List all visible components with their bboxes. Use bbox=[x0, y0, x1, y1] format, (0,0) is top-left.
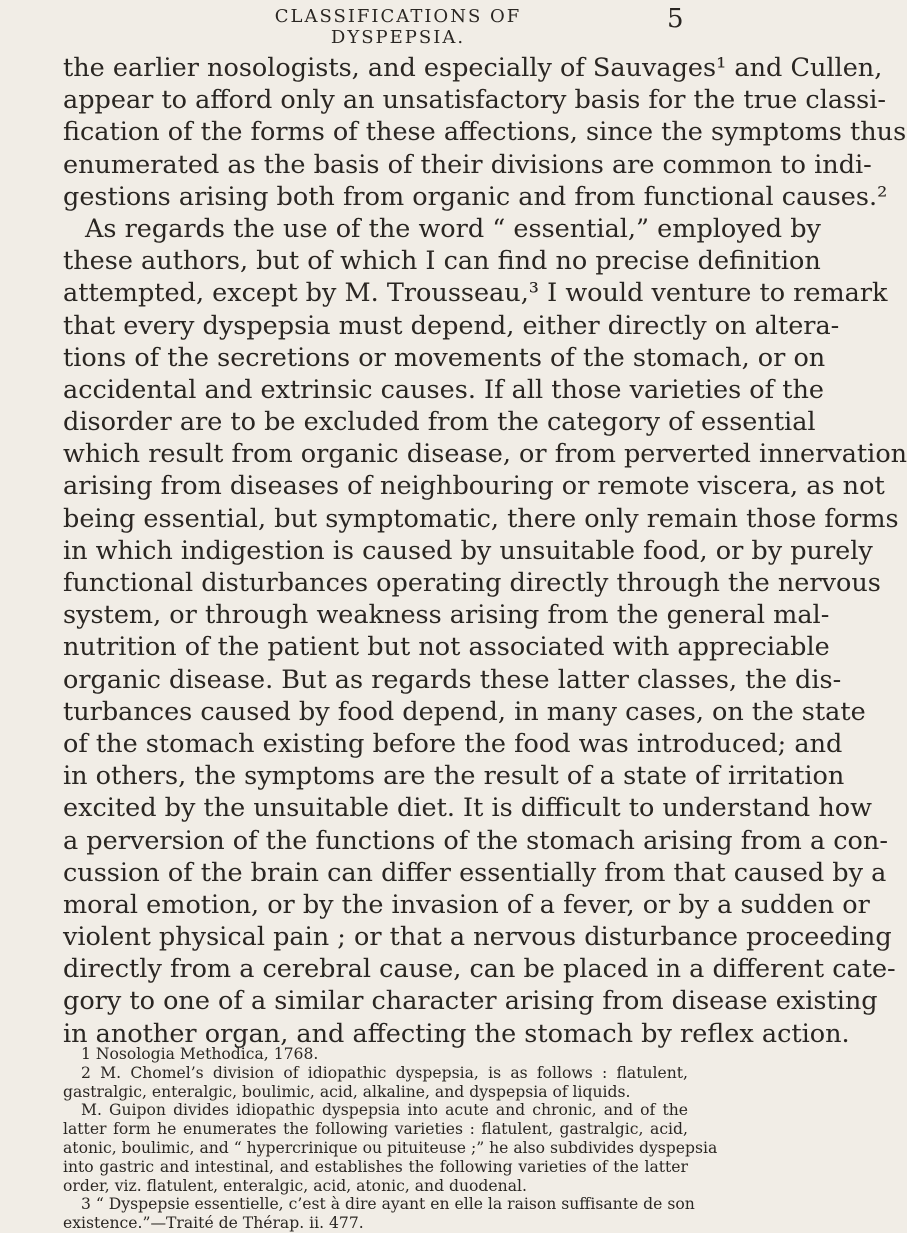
text-line: in another organ, and affecting the stomach by reflex action. bbox=[63, 1018, 850, 1049]
text-line: turbances caused by food depend, in many cases, on the state bbox=[63, 696, 866, 727]
page-header bbox=[0, 4, 800, 48]
text-line: gory to one of a similar character arising from disease existing bbox=[63, 986, 878, 1017]
text-line: violent physical pain ; or that a nervous disturbance proceeding bbox=[63, 922, 892, 953]
text-line: moral emotion, or by the invasion of a fever, or by a sudden or bbox=[63, 889, 870, 920]
text-line: of the stomach existing before the food was introduced; and bbox=[63, 728, 843, 759]
text-line: arising from diseases of neighbouring or remote viscera, as not bbox=[63, 471, 885, 502]
footnote-line: 1 Nosologia Methodica, 1768. bbox=[81, 1045, 319, 1063]
text-line: excited by the unsuitable diet. It is difficult to understand how bbox=[63, 793, 872, 824]
footnote-line: atonic, boulimic, and “ hypercrinique ou pituiteuse ;” he also subdivides dyspepsia bbox=[63, 1138, 718, 1157]
footnote-line: existence.”—Traité de Thérap. ii. 477. bbox=[63, 1214, 364, 1233]
text-line: a perversion of the functions of the stomach arising from a con- bbox=[63, 825, 888, 856]
text-line: in which indigestion is caused by unsuitable food, or by purely bbox=[63, 535, 873, 566]
text-line: in others, the symptoms are the result of a state of irritation bbox=[63, 761, 845, 792]
text-line: accidental and extrinsic causes. If all those varieties of the bbox=[63, 374, 824, 405]
text-line: gestions arising both from organic and from functional causes.² bbox=[63, 181, 888, 212]
footnote-line: gastralgic, enteralgic, boulimic, acid, alkaline, and dyspepsia of liquids. bbox=[63, 1082, 631, 1101]
text-line: organic disease. But as regards these latter classes, the dis- bbox=[63, 664, 842, 695]
text-line: As regards the use of the word “ essential,” employed by bbox=[85, 213, 821, 244]
text-line: nutrition of the patient but not associated with appreciable bbox=[63, 632, 830, 663]
text-line: that every dyspepsia must depend, either directly on altera- bbox=[63, 310, 840, 341]
footnote-line: latter form he enumerates the following varieties : flatulent, gastralgic, acid, bbox=[63, 1120, 688, 1139]
footnotes bbox=[63, 1045, 718, 1233]
text-line: being essential, but symptomatic, there only remain those forms bbox=[63, 503, 899, 534]
footnote-line: M. Guipon divides idiopathic dyspepsia into acute and chronic, and of the bbox=[81, 1101, 688, 1120]
text-line: cussion of the brain can differ essentially from that caused by a bbox=[63, 857, 887, 888]
footnote-line: into gastric and intestinal, and establishes the following varieties of the latter bbox=[63, 1157, 688, 1176]
footnote-line: 2 M. Chomel’s division of idiopathic dyspepsia, is as follows : flatulent, bbox=[81, 1063, 688, 1082]
text-line: disorder are to be excluded from the category of essential bbox=[63, 407, 816, 438]
text-line: attempted, except by M. Trousseau,³ I would venture to remark bbox=[63, 278, 888, 309]
text-line: functional disturbances operating directly through the nervous bbox=[63, 568, 881, 598]
text-line: system, or through weakness arising from the general mal- bbox=[63, 600, 830, 631]
text-line: appear to afford only an unsatisfactory basis for the true classi- bbox=[63, 85, 887, 116]
text-line: directly from a cerebral cause, can be placed in a different cate- bbox=[63, 954, 896, 985]
page-number: 5 bbox=[667, 4, 684, 34]
text-line: the earlier nosologists, and especially of Sauvages¹ and Cullen, bbox=[63, 53, 883, 83]
text-line: which result from organic disease, or from perverted innervation bbox=[63, 439, 907, 470]
footnote-line: order, viz. flatulent, enteralgic, acid, atonic, and duodenal. bbox=[63, 1176, 527, 1195]
footnote-line: 3 “ Dyspepsie essentielle, c’est à dire ayant en elle la raison suffisante de son bbox=[81, 1195, 695, 1214]
text-line: these authors, but of which I can find no precise definition bbox=[63, 246, 821, 277]
running-head: CLASSIFICATIONS OF DYSPEPSIA. bbox=[274, 6, 522, 48]
body-text bbox=[63, 52, 907, 1050]
text-line: fication of the forms of these affections, since the symptoms thus bbox=[63, 117, 907, 148]
text-line: tions of the secretions or movements of the stomach, or on bbox=[63, 342, 826, 373]
text-line: enumerated as the basis of their divisions are common to indi- bbox=[63, 149, 872, 180]
